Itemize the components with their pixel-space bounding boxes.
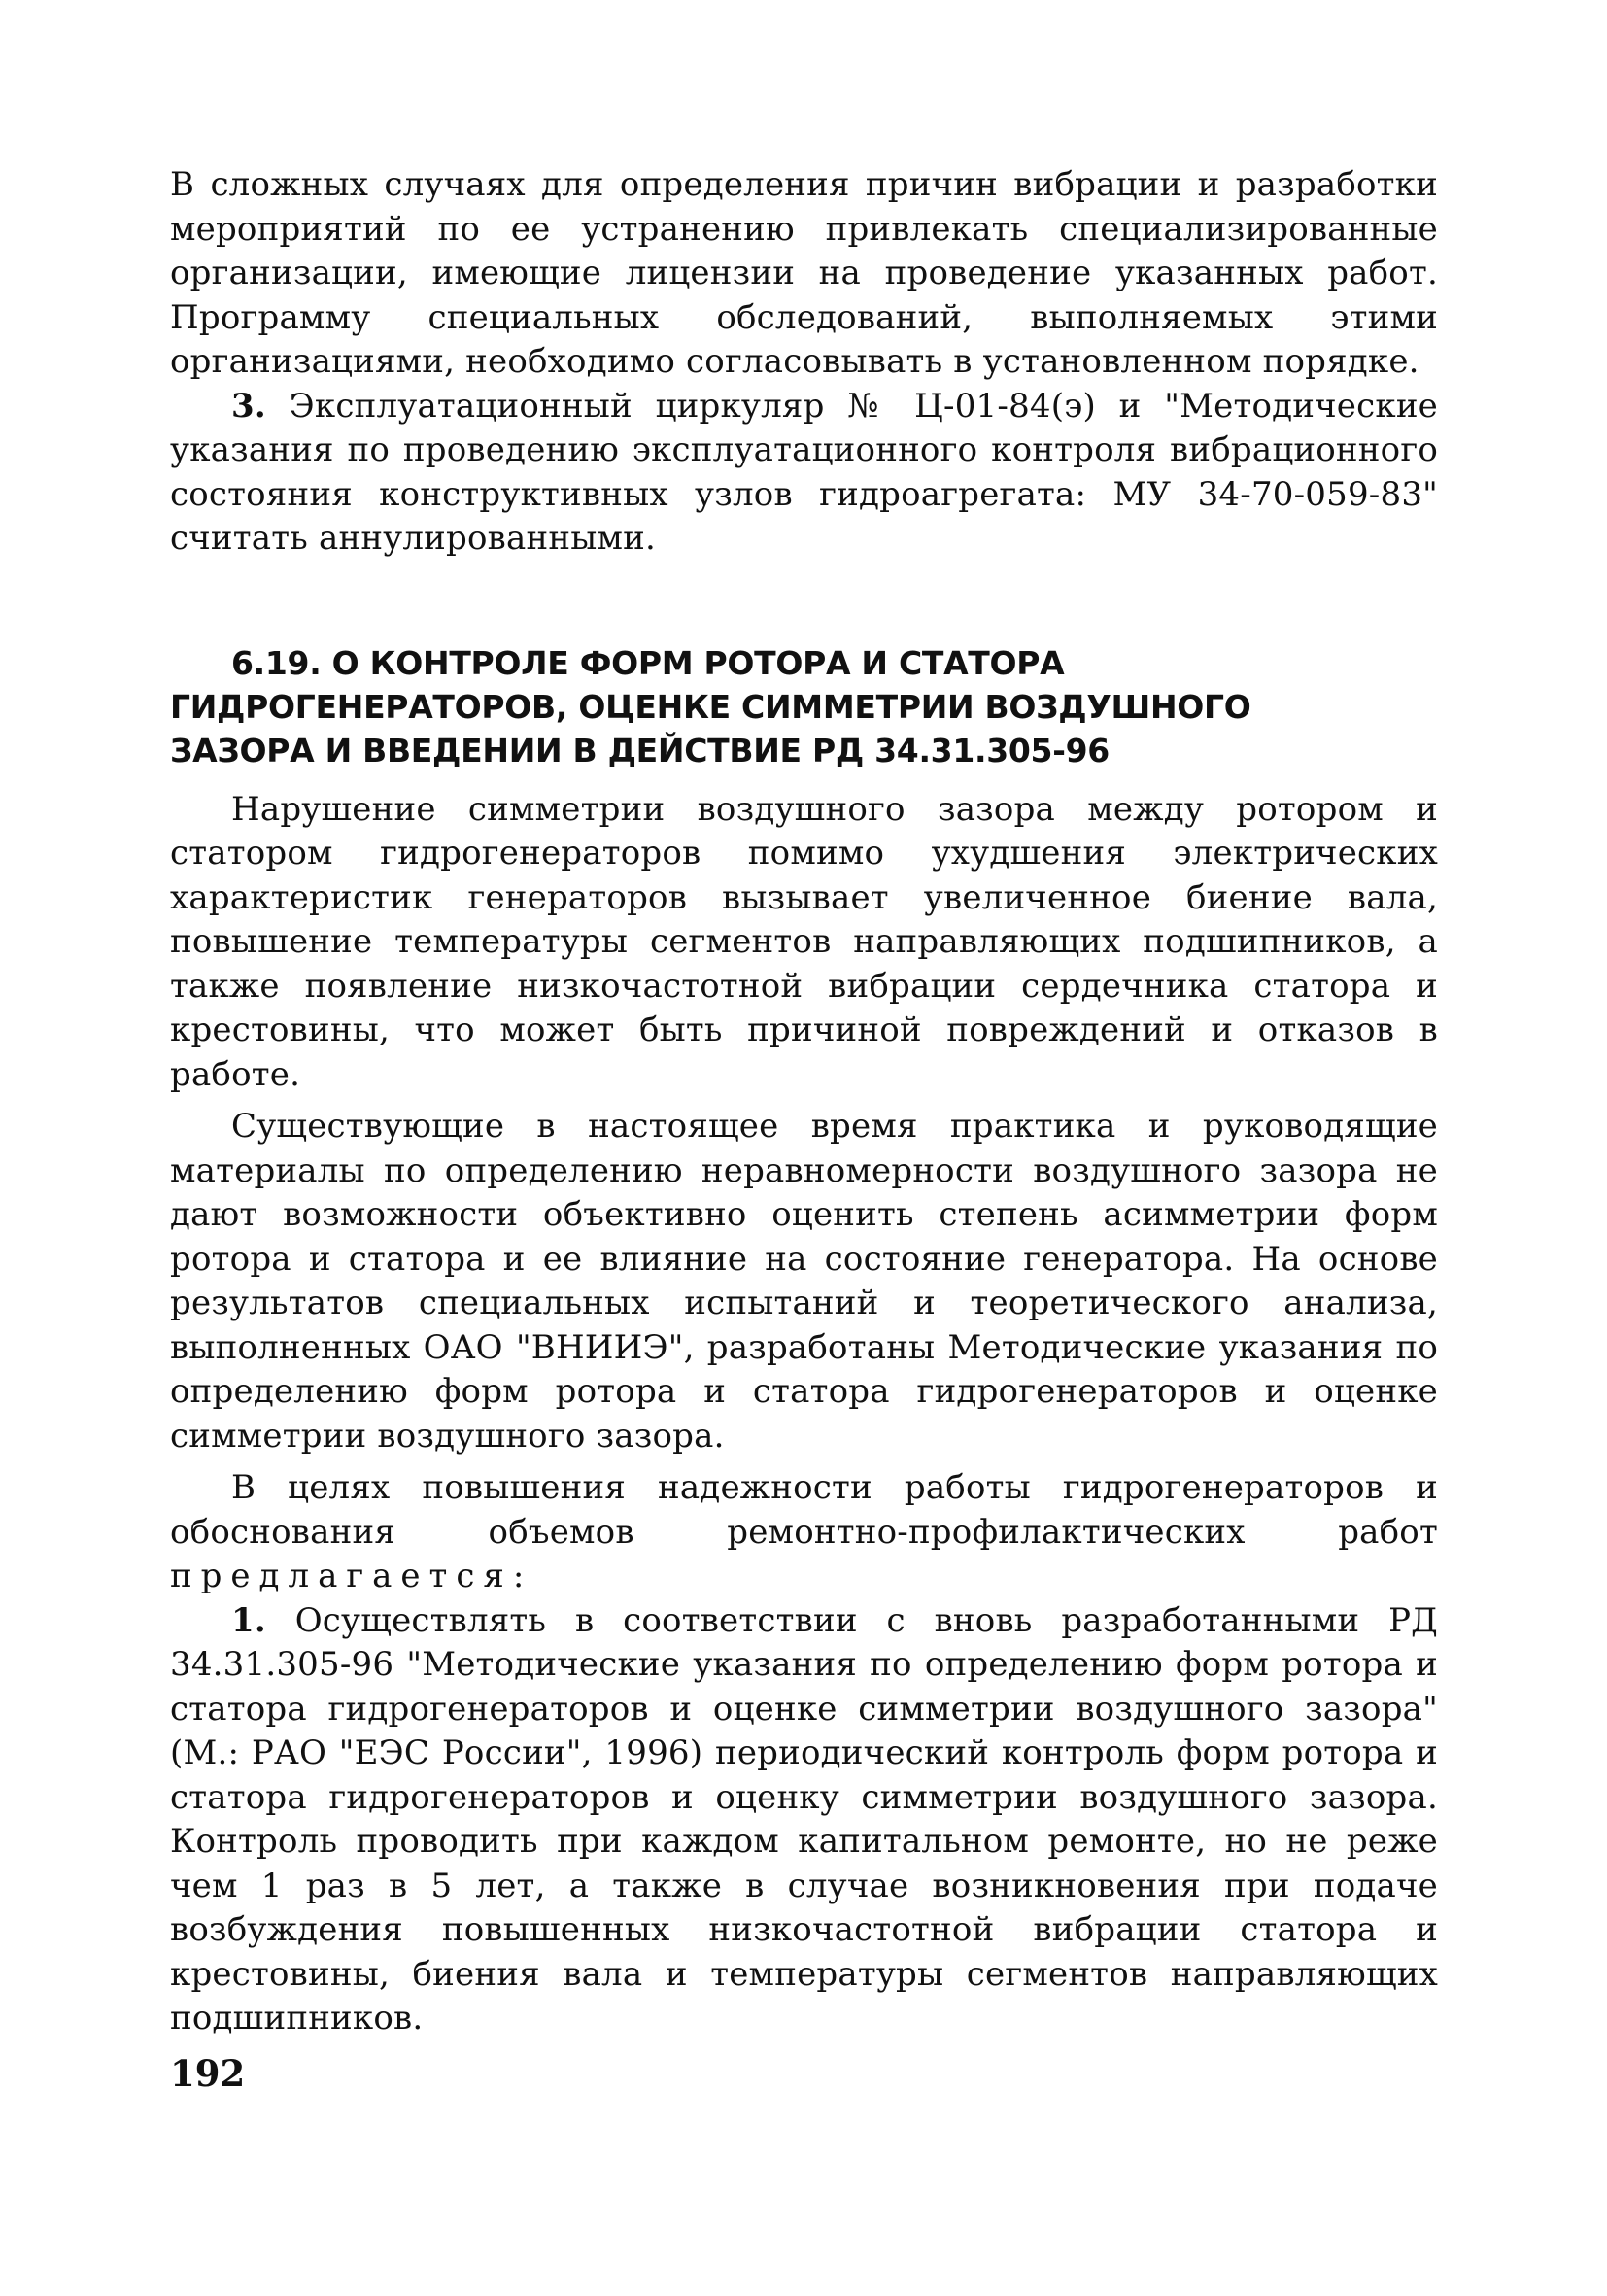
section-heading <box>170 641 1438 772</box>
paragraph-existing-practice: Существующие в настоящее время практика и руководящие материалы по определению неравномерности воздушного зазора не дают возможности объективно оценить степень асимметрии форм ротора и статора и ее влияние на состояние генератора. На основе результатов специальных испытаний и теоретического анализа, выполненных ОАО "ВНИИЭ", разработаны Методические указания по определению форм ротора и статора гидрогенераторов и оценке симметрии воздушного зазора. <box>170 1107 1438 1456</box>
page-number: 192 <box>170 2052 246 2095</box>
paragraph-purpose-text: В целях повышения надежности работы гидрогенераторов и обоснования объемов ремонтно-профилактических работ <box>170 1468 1438 1552</box>
list-item-1-number: 1. <box>231 1600 266 1640</box>
paragraph-violation: Нарушение симметрии воздушного зазора между ротором и статором гидрогенераторов помимо ухудшения электрических характеристик генераторов вызывает увеличенное биение вала, повышение температуры сегментов направляющих подшипников, а также появление низкочастотной вибрации сердечника статора и крестовины, что может быть причиной повреждений и отказов в работе. <box>170 789 1438 1094</box>
paragraph-purpose <box>170 1466 1438 1599</box>
paragraph-purpose-spaced: предлагается: <box>170 1557 533 1595</box>
list-item-1 <box>170 1599 1438 2041</box>
list-item-3-text: Эксплуатационный циркуляр № Ц-01-84(э) и "Методические указания по проведению эксплуатационного контроля вибрационного состояния конструктивных узлов гидроагрегата: МУ 34-70-059-83" считать аннулированными. <box>170 386 1438 558</box>
section-heading-line-1: 6.19. О КОНТРОЛЕ ФОРМ РОТОРА И СТАТОРА <box>231 643 1065 682</box>
list-item-1-text: Осуществлять в соответствии с вновь разработанными РД 34.31.305-96 "Методические указания по определению форм ротора и статора гидрогенераторов и оценке симметрии воздушного зазора" (М.: РАО "ЕЭС России", 1996) периодический контроль форм ротора и статора гидрогенераторов и оценку симметрии воздушного зазора. Контроль проводить при каждом капитальном ремонте, но не реже чем 1 раз в 5 лет, а также в случае возникновения при подаче возбуждения повышенных низкочастотной вибрации статора и крестовины, биения вала и температуры сегментов направляющих подшипников. <box>170 1600 1438 2038</box>
list-item-3 <box>170 385 1438 562</box>
paragraph-intro: В сложных случаях для определения причин вибрации и разработки мероприятий по ее устранению привлекать специализированные организации, имеющие лицензии на проведение указанных работ. Программу специальных обследований, выполняемых этими организациями, необходимо согласовывать в установленном порядке. <box>170 165 1438 381</box>
list-item-3-number: 3. <box>231 386 266 426</box>
section-heading-line-2: ГИДРОГЕНЕРАТОРОВ, ОЦЕНКЕ СИММЕТРИИ ВОЗДУШНОГО <box>170 687 1251 726</box>
section-heading-line-3: ЗАЗОРА И ВВЕДЕНИИ В ДЕЙСТВИЕ РД 34.31.305-96 <box>170 731 1110 770</box>
document-page <box>170 163 1438 2041</box>
